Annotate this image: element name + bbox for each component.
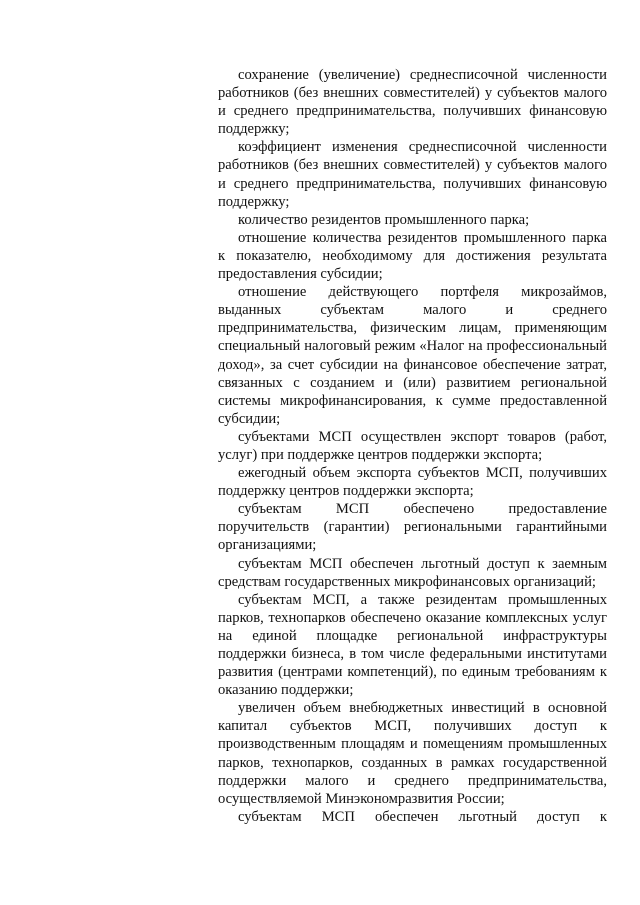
paragraph-1: сохранение (увеличение) среднесписочной численности работников (без внешних совместителей) у субъектов малого и среднего предпринимательства, получивших финансовую поддержку; [218,67,607,138]
paragraph-10: субъектам МСП, а также резидентам промышленных парков, технопарков обеспечено оказание комплексных услуг на единой площадке региональной инфраструктуры поддержки бизнеса, в том числе федеральными институтами развития (центрами компетенций), по единым требованиям к оказанию поддержки; [218,591,607,699]
paragraph-12-continued: субъектам МСП обеспечен льготный доступ к [238,808,607,825]
paragraph-6: субъектами МСП осуществлен экспорт товаров (работ, услуг) при поддержке центров поддержки экспорта; [218,428,607,463]
paragraph-11: увеличен объем внебюджетных инвестиций в основной капитал субъектов МСП, получивших доступ к производственным площадям и помещениям промышленных парков, технопарков, созданных в рамках государственной поддержки малого и среднего предпринимательства, осуществляемой Минэкономразвития России; [218,700,607,807]
document-body [218,66,607,826]
paragraph-4: отношение количества резидентов промышленного парка к показателю, необходимому для достижения результата предоставления субсидии; [218,229,607,283]
paragraph-8: субъектам МСП обеспечено предоставление поручительств (гарантии) региональными гарантийными организациями; [218,501,607,554]
paragraph-3: количество резидентов промышленного парка; [238,211,530,228]
paragraph-5: отношение действующего портфеля микрозаймов, выданных субъектам малого и среднего предпринимательства, физическим лицам, применяющим специальный налоговый режим «Налог на профессиональный доход», за счет субсидии на финансовое обеспечение затрат, связанных с созданием и (или) развитием региональной системы микрофинансирования, к сумме предоставленной субсидии; [218,284,607,427]
paragraph-7: ежегодный объем экспорта субъектов МСП, получивших поддержку центров поддержки экспорта; [218,465,607,500]
paragraph-2: коэффициент изменения среднесписочной численности работников (без внешних совместителей) у субъектов малого и среднего предпринимательства, получивших финансовую поддержку; [218,139,607,210]
paragraph-9: субъектам МСП обеспечен льготный доступ к заемным средствам государственных микрофинансовых организаций; [218,555,607,590]
